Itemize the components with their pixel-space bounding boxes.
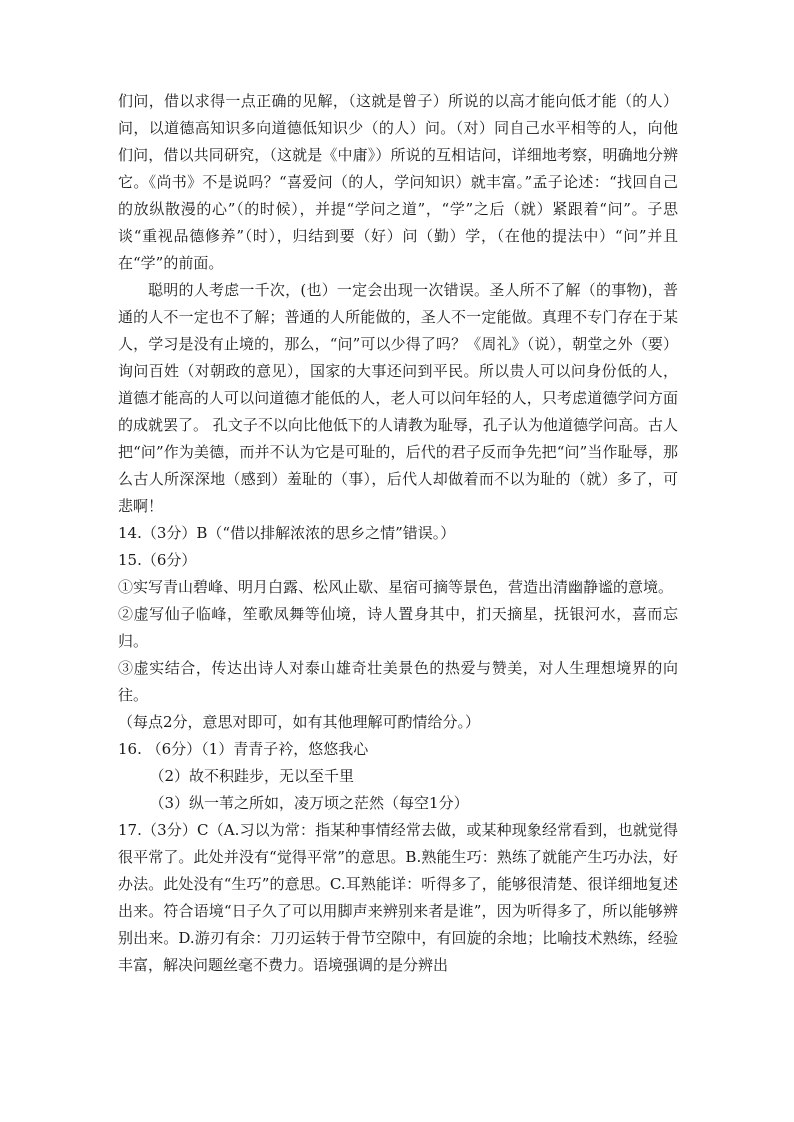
answer-15-heading: 15.（6分） xyxy=(118,551,197,569)
answer-14: 14.（3分）B（“借以排解浓浓的思乡之情”错误。） xyxy=(118,524,456,542)
answer-16-item-3: （3）纵一苇之所如，凌万顷之茫然（每空1分） xyxy=(149,794,469,812)
answer-17: 17.（3分）C（A.习以为常：指某种事情经常去做，或某种现象经常看到，也就觉得很平常了。此处并没有“觉得平常”的意思。B.熟能生巧：熟练了就能产生巧办法，好办法。此处没有“生巧”的意思。C.耳熟能详：听得多了，能够很清楚、很详细地复述出来。符合语境“日子久了可以用脚声来辨别来者是谁”，因为听得多了，所以能够辨别出来。D.游刃有余：刀刃运转于骨节空隙中，有回旋的余地；比喻技术熟练，经验丰富，解决问题丝毫不费力。语境强调的是分辨出 xyxy=(118,821,678,974)
answer-15-point-3: ③虚实结合，传达出诗人对泰山雄奇壮美景色的热爱与赞美，对人生理想境界的向往。 xyxy=(118,659,678,704)
answer-document xyxy=(118,88,678,979)
answer-15-point-1: ①实写青山碧峰、明月白露、松风止歇、星宿可摘等景色，营造出清幽静谧的意境。 xyxy=(118,578,674,596)
answer-16-item-2: （2）故不积跬步，无以至千里 xyxy=(149,767,355,785)
answer-15-point-2: ②虚写仙子临峰，笙歌凤舞等仙境，诗人置身其中，扪天摘星，抚银河水，喜而忘归。 xyxy=(118,605,678,650)
answer-15-scoring-note: （每点2分，意思对即可，如有其他理解可酌情给分。） xyxy=(118,713,481,731)
answer-16-item-1: 16. （6分）（1）青青子衿，悠悠我心 xyxy=(118,740,369,758)
translation-paragraph-2: 聪明的人考虑一千次，(也）一定会出现一次错误。圣人所不了解（的事物)，普通的人不一定也不了解；普通的人所能做的，圣人不一定能做。真理不专门存在于某人，学习是没有止境的，那么，“问”可以少得了吗？《周礼》（说），朝堂之外（要）询问百姓（对朝政的意见），国家的大事还问到平民。所以贵人可以问身份低的人，道德才能高的人可以问道德才能低的人，老人可以问年轻的人，只考虑道德学问方面的成就罢了。 孔文子不以向比他低下的人请教为耻辱，孔子认为他道德学问高。古人把“问”作为美德，而并不认为它是可耻的，后代的君子反而争先把“问”当作耻辱，那么古人所深深地（感到）羞耻的（事），后代人却做着而不以为耻的（就）多了，可悲啊！ xyxy=(118,281,678,515)
translation-paragraph-1: 们问，借以求得一点正确的见解，（这就是曾子）所说的以高才能向低才能（的人）问，以道德高知识多向道德低知识少（的人）问。（对）同自己水平相等的人，向他们问，借以共同研究，（这就是《中庸》）所说的互相诘问，详细地考察，明确地分辨它。《尚书》不是说吗？“喜爱问（的人，学问知识）就丰富。”孟子论述：“找回自己的放纵散漫的心”（的时候），并提“学问之道”，“学”之后（就）紧跟着“问”。子思谈“重视品德修养”（时），归结到要（好）问（勤）学，（在他的提法中）“问”并且在“学”的前面。 xyxy=(118,92,678,272)
